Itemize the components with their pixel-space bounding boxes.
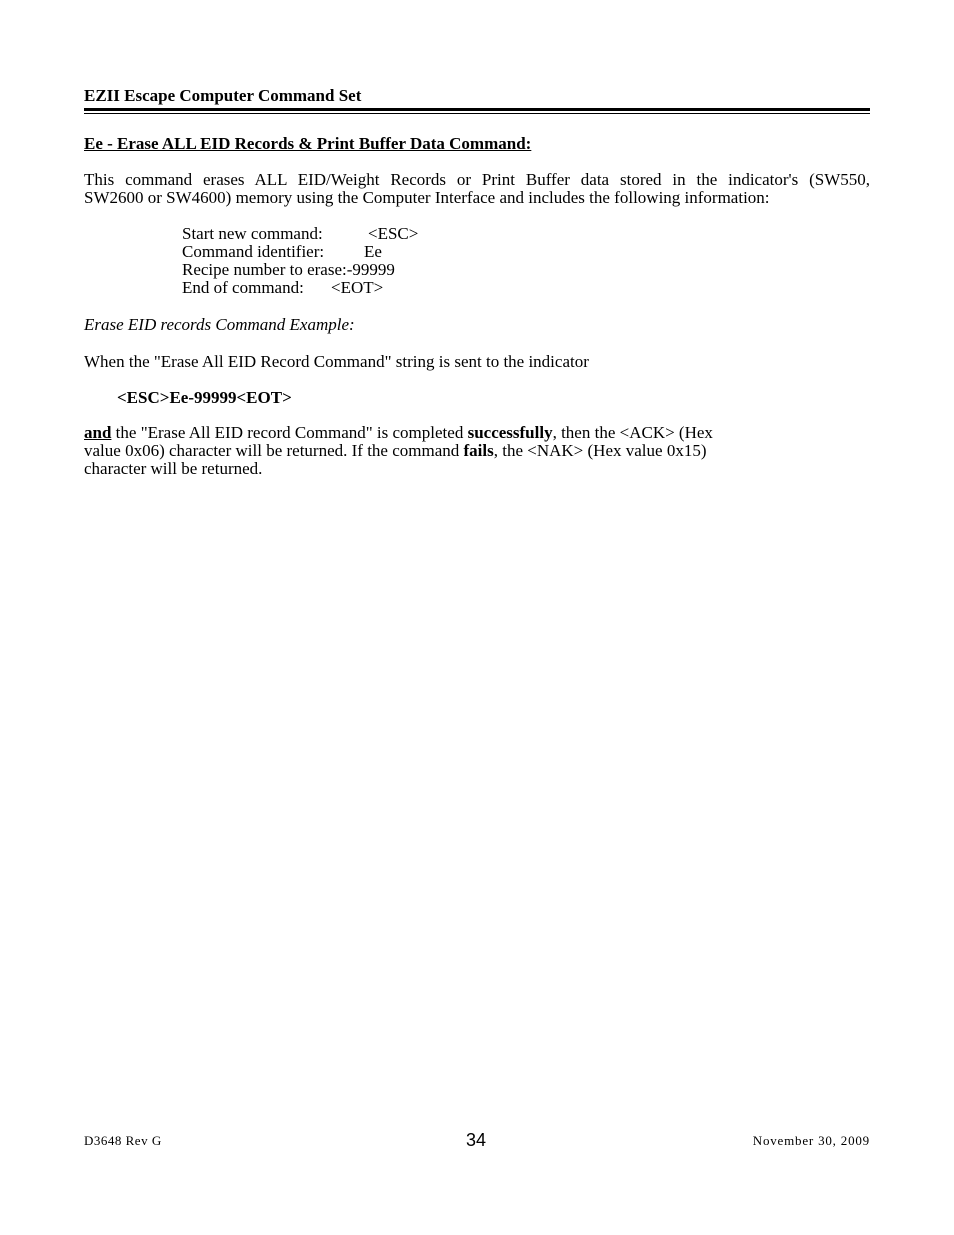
result-text: the "Erase All EID record Command" is completed — [111, 423, 468, 442]
result-line-3: character will be returned. — [84, 459, 263, 478]
fails-emphasis: fails — [463, 441, 494, 460]
command-parameters — [182, 225, 418, 297]
result-text: , the <NAK> (Hex value 0x15) — [493, 441, 707, 460]
result-line-1 — [84, 424, 804, 442]
param-label: Start new command: — [182, 224, 323, 243]
param-row-start — [182, 225, 418, 243]
param-label: Command identifier: — [182, 242, 325, 261]
example-heading: Erase EID records Command Example: — [84, 315, 355, 334]
intro-line-2: SW2600 or SW4600) memory using the Computer Interface and includes the following information: — [84, 188, 770, 207]
page-header-title: EZII Escape Computer Command Set — [84, 86, 362, 105]
param-label: End of command: — [182, 278, 304, 297]
result-text: value 0x06) character will be returned. If the command — [84, 441, 464, 460]
param-row-end — [182, 279, 418, 297]
result-paragraph — [84, 424, 804, 478]
param-value: <ESC> — [368, 224, 419, 243]
param-row-recipe — [182, 261, 418, 279]
result-line-2 — [84, 442, 804, 460]
intro-line-1: This command erases ALL EID/Weight Records or Print Buffer data stored in the indicator's (SW550, — [84, 170, 870, 189]
param-value: <EOT> — [331, 278, 384, 297]
header-rule-thick — [84, 108, 870, 111]
param-label: Recipe number to erase: — [182, 260, 347, 279]
param-value: -99999 — [346, 260, 395, 279]
success-emphasis: successfully — [467, 423, 553, 442]
footer-page-number: 34 — [466, 1130, 487, 1150]
section-title: Ee - Erase ALL EID Records & Print Buffer Data Command: — [84, 134, 532, 153]
header-rule-thin — [84, 113, 870, 114]
example-description: When the "Erase All EID Record Command" string is sent to the indicator — [84, 352, 589, 371]
footer-doc-id: D3648 Rev G — [84, 1133, 162, 1148]
intro-paragraph — [84, 171, 870, 207]
and-emphasis: and — [84, 423, 112, 442]
example-command-string: <ESC>Ee-99999<EOT> — [117, 388, 292, 407]
footer-date: November 30, 2009 — [752, 1133, 870, 1148]
param-row-identifier — [182, 243, 418, 261]
result-text: , then the <ACK> (Hex — [552, 423, 713, 442]
param-value: Ee — [364, 242, 382, 261]
